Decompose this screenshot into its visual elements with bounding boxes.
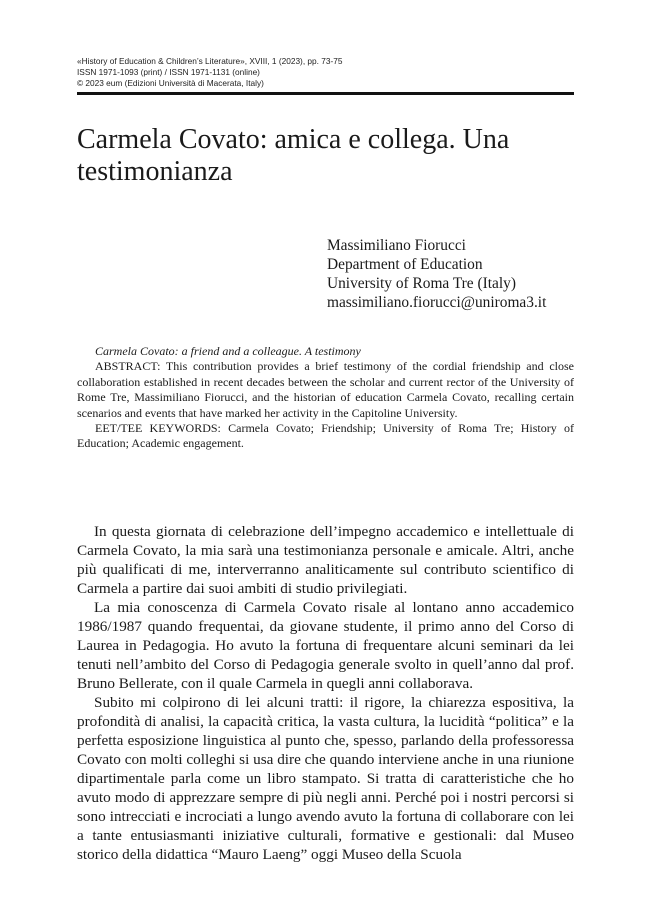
author-name: Massimiliano Fiorucci <box>327 237 466 254</box>
journal-issn: ISSN 1971-1093 (print) / ISSN 1971-1131 (online) <box>77 67 260 77</box>
author-university: University of Roma Tre (Italy) <box>327 275 516 292</box>
author-department: Department of Education <box>327 256 483 273</box>
author-block <box>327 236 577 312</box>
abstract-text: ABSTRACT: This contribution provides a brief testimony of the cordial friendship and close collaboration established in recent decades between the scholar and current rector of the University of Rome Tre, Massimiliano Fiorucci, and the historian of education Carmela Covato, recalling certain scenarios and events that have marked her activity in the Capitoline University. <box>77 359 574 420</box>
article-title: Carmela Covato: amica e collega. Una testimonianza <box>77 124 510 187</box>
abstract-keywords: EET/TEE KEYWORDS: Carmela Covato; Friendship; University of Roma Tre; History of Education; Academic engagement. <box>77 421 574 451</box>
journal-copyright: © 2023 eum (Edizioni Università di Macerata, Italy) <box>77 78 264 88</box>
header-rule <box>77 92 574 95</box>
article-body <box>77 522 574 864</box>
journal-citation: «History of Education & Children’s Literature», XVIII, 1 (2023), pp. 73-75 <box>77 56 343 66</box>
abstract-section <box>77 344 574 452</box>
journal-header <box>77 56 574 89</box>
abstract-english-title: Carmela Covato: a friend and a colleague. A testimony <box>95 344 361 358</box>
author-email[interactable]: massimiliano.fiorucci@uniroma3.it <box>327 294 547 311</box>
body-paragraph: La mia conoscenza di Carmela Covato risale al lontano anno accademico 1986/1987 quando frequentai, da giovane studente, il primo anno del Corso di Laurea in Pedagogia. Ho avuto la fortuna di frequentare alcuni seminari da lei tenuti nell’ambito del Corso di Pedagogia generale svolto in quell’anno dal prof. Bruno Bellerate, con il quale Carmela in quegli anni collaborava. <box>77 599 574 692</box>
body-paragraph: Subito mi colpirono di lei alcuni tratti: il rigore, la chiarezza espositiva, la profondità di analisi, la capacità critica, la vasta cultura, la lucidità “politica” e la perfetta esposizione linguistica al punto che, spesso, parlando della professoressa Covato con molti colleghi si usa dire che quando interviene anche in una riunione dipartimentale parla come un libro stampato. Si tratta di caratteristiche che ho avuto modo di apprezzare sempre di più negli anni. Perché poi i nostri percorsi si sono intrecciati e incrociati a lungo avendo avuto la fortuna di collaborare con lei a tante entusiasmanti iniziative culturali, formative e gestionali: dal Museo storico della didattica “Mauro Laeng” oggi Museo della Scuola <box>77 694 574 863</box>
body-paragraph: In questa giornata di celebrazione dell’impegno accademico e intellettuale di Carmela Covato, la mia sarà una testimonianza personale e amicale. Altri, anche più qualificati di me, interverranno analiticamente sul contributo scientifico di Carmela a partire dai suoi ambiti di studio privilegiati. <box>77 523 574 597</box>
